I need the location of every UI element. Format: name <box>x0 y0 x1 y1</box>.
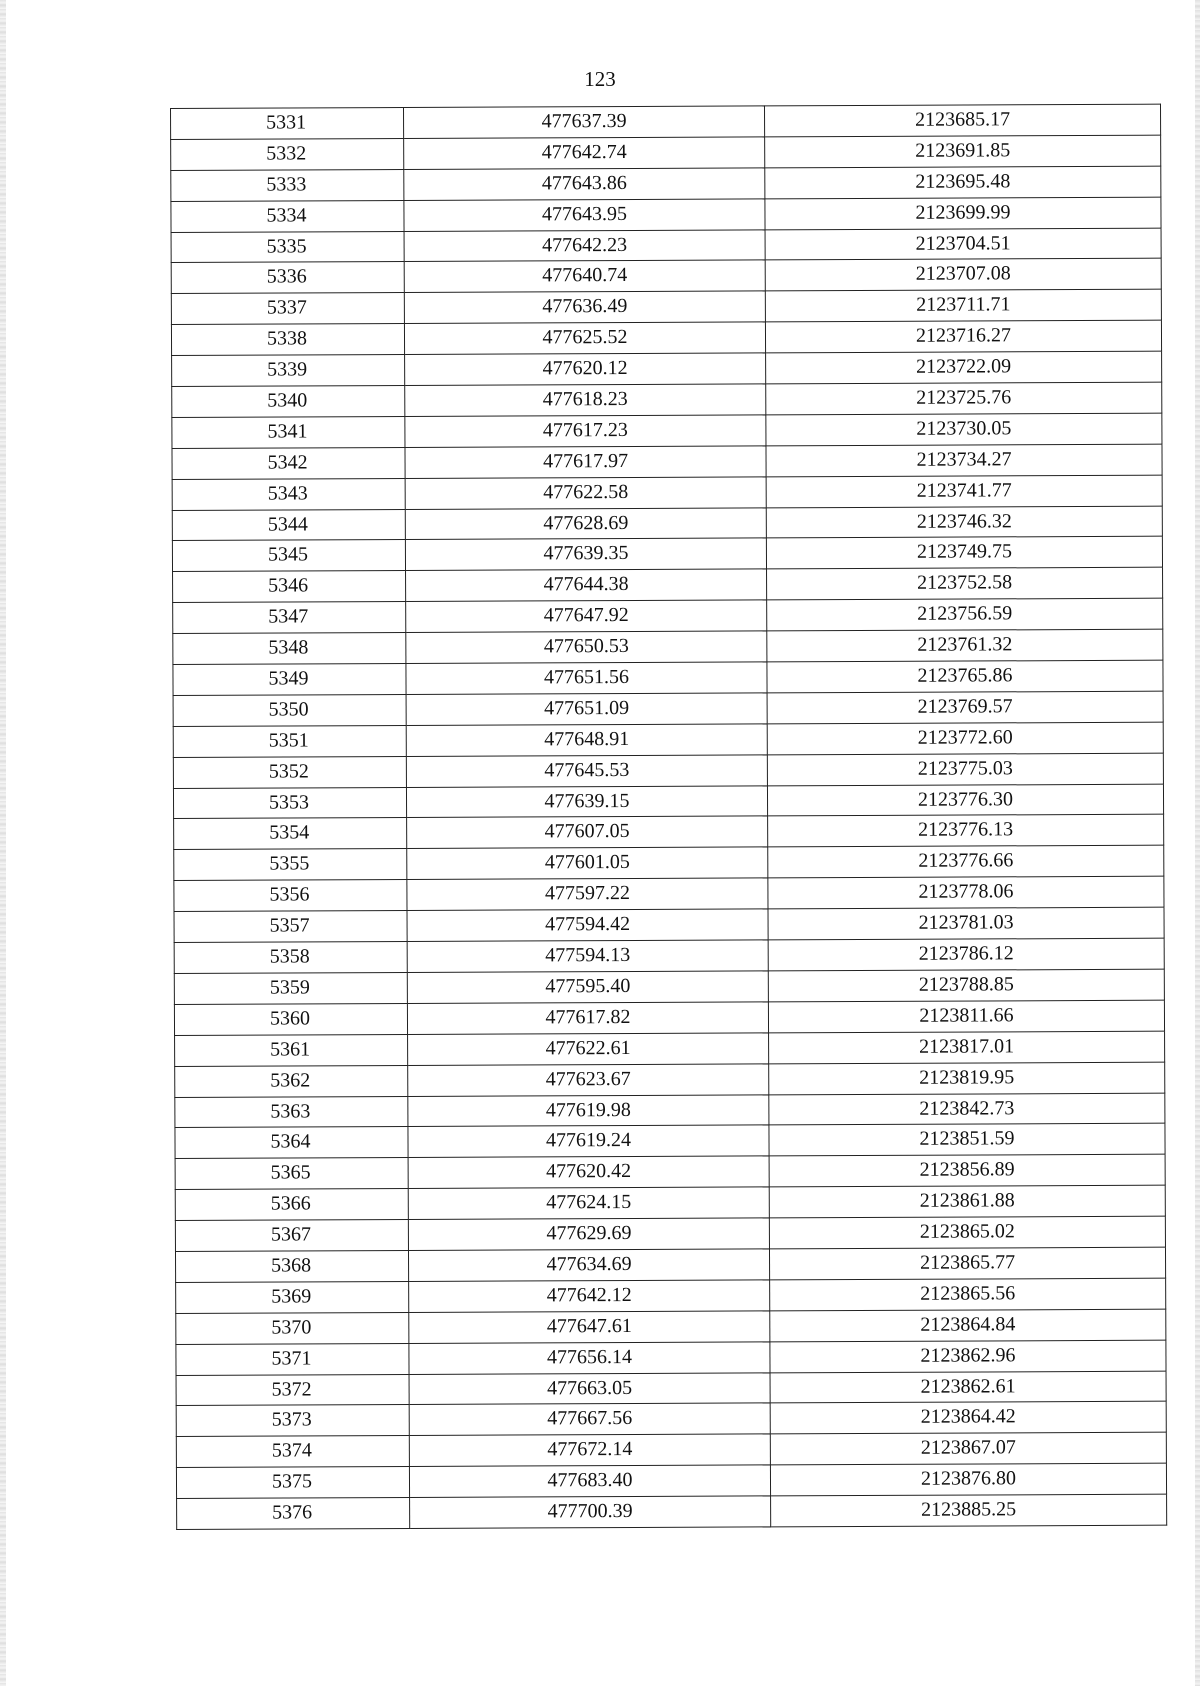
y-coordinate-cell: 2123749.75 <box>766 537 1162 570</box>
point-id-cell: 5350 <box>173 694 406 726</box>
point-id-cell: 5354 <box>174 818 407 850</box>
x-coordinate-cell: 477625.52 <box>404 322 765 354</box>
y-coordinate-cell: 2123730.05 <box>766 413 1162 446</box>
point-id-cell: 5357 <box>174 911 407 943</box>
x-coordinate-cell: 477700.39 <box>410 1496 771 1528</box>
y-coordinate-cell: 2123772.60 <box>767 722 1163 755</box>
page-number: 123 <box>584 67 616 91</box>
y-coordinate-cell: 2123864.84 <box>770 1309 1166 1342</box>
table-row <box>176 1432 1166 1467</box>
point-id-cell: 5334 <box>171 200 404 232</box>
table-row <box>175 1247 1165 1282</box>
point-id-cell: 5362 <box>175 1065 408 1097</box>
x-coordinate-cell: 477620.12 <box>405 353 766 385</box>
x-coordinate-cell: 477628.69 <box>405 507 766 539</box>
point-id-cell: 5332 <box>171 138 404 170</box>
y-coordinate-cell: 2123691.85 <box>765 135 1161 168</box>
table-row <box>174 1000 1164 1035</box>
x-coordinate-cell: 477639.35 <box>405 538 766 570</box>
point-id-cell: 5366 <box>175 1189 408 1221</box>
x-coordinate-cell: 477617.23 <box>405 415 766 447</box>
y-coordinate-cell: 2123865.77 <box>769 1247 1165 1280</box>
point-id-cell: 5363 <box>175 1096 408 1128</box>
x-coordinate-cell: 477622.58 <box>405 477 766 509</box>
table-row <box>171 228 1161 263</box>
y-coordinate-cell: 2123862.96 <box>770 1340 1166 1373</box>
x-coordinate-cell: 477639.15 <box>406 785 767 817</box>
point-id-cell: 5346 <box>173 571 406 603</box>
y-coordinate-cell: 2123781.03 <box>768 907 1164 940</box>
y-coordinate-cell: 2123865.56 <box>770 1278 1166 1311</box>
point-id-cell: 5373 <box>176 1405 409 1437</box>
x-coordinate-cell: 477634.69 <box>408 1249 769 1281</box>
x-coordinate-cell: 477607.05 <box>407 816 768 848</box>
y-coordinate-cell: 2123851.59 <box>769 1124 1165 1157</box>
table-row <box>172 413 1162 448</box>
point-id-cell: 5339 <box>172 355 405 387</box>
point-id-cell: 5353 <box>173 787 406 819</box>
y-coordinate-cell: 2123865.02 <box>769 1216 1165 1249</box>
point-id-cell: 5337 <box>171 293 404 325</box>
point-id-cell: 5365 <box>175 1158 408 1190</box>
y-coordinate-cell: 2123856.89 <box>769 1154 1165 1187</box>
table-row <box>172 475 1162 510</box>
table-row <box>176 1463 1166 1498</box>
table-row <box>174 969 1164 1004</box>
y-coordinate-cell: 2123867.07 <box>770 1432 1166 1465</box>
y-coordinate-cell: 2123788.85 <box>768 969 1164 1002</box>
y-coordinate-cell: 2123817.01 <box>769 1031 1165 1064</box>
point-id-cell: 5370 <box>176 1312 409 1344</box>
x-coordinate-cell: 477601.05 <box>407 847 768 879</box>
x-coordinate-cell: 477645.53 <box>406 755 767 787</box>
point-id-cell: 5356 <box>174 880 407 912</box>
point-id-cell: 5336 <box>171 262 404 294</box>
point-id-cell: 5368 <box>175 1250 408 1282</box>
table-row <box>173 691 1163 726</box>
x-coordinate-cell: 477637.39 <box>403 106 764 138</box>
x-coordinate-cell: 477663.05 <box>409 1372 770 1404</box>
table-row <box>175 1062 1165 1097</box>
y-coordinate-cell: 2123704.51 <box>765 228 1161 261</box>
x-coordinate-cell: 477594.42 <box>407 909 768 941</box>
point-id-cell: 5352 <box>173 756 406 788</box>
table-row <box>174 876 1164 911</box>
x-coordinate-cell: 477667.56 <box>409 1403 770 1435</box>
table-row <box>175 1216 1165 1251</box>
point-id-cell: 5372 <box>176 1374 409 1406</box>
y-coordinate-cell: 2123769.57 <box>767 691 1163 724</box>
y-coordinate-cell: 2123722.09 <box>766 351 1162 384</box>
x-coordinate-cell: 477672.14 <box>409 1434 770 1466</box>
y-coordinate-cell: 2123842.73 <box>769 1093 1165 1126</box>
point-id-cell: 5369 <box>176 1281 409 1313</box>
x-coordinate-cell: 477648.91 <box>406 724 767 756</box>
point-id-cell: 5367 <box>175 1220 408 1252</box>
point-id-cell: 5333 <box>171 169 404 201</box>
x-coordinate-cell: 477642.23 <box>404 229 765 261</box>
x-coordinate-cell: 477619.24 <box>408 1125 769 1157</box>
point-id-cell: 5340 <box>172 385 405 417</box>
point-id-cell: 5335 <box>171 231 404 263</box>
y-coordinate-cell: 2123711.71 <box>765 290 1161 323</box>
x-coordinate-cell: 477647.61 <box>409 1311 770 1343</box>
x-coordinate-cell: 477642.12 <box>409 1280 770 1312</box>
coordinate-table-body <box>171 104 1167 1529</box>
table-row <box>172 506 1162 541</box>
x-coordinate-cell: 477594.13 <box>407 940 768 972</box>
table-row <box>176 1340 1166 1375</box>
x-coordinate-cell: 477647.92 <box>406 600 767 632</box>
point-id-cell: 5347 <box>173 602 406 634</box>
y-coordinate-cell: 2123741.77 <box>766 475 1162 508</box>
table-row <box>176 1278 1166 1313</box>
table-row <box>174 815 1164 850</box>
x-coordinate-cell: 477620.42 <box>408 1156 769 1188</box>
x-coordinate-cell: 477624.15 <box>408 1187 769 1219</box>
point-id-cell: 5345 <box>172 540 405 572</box>
x-coordinate-cell: 477644.38 <box>406 569 767 601</box>
point-id-cell: 5331 <box>171 107 404 139</box>
point-id-cell: 5348 <box>173 633 406 665</box>
table-row <box>173 568 1163 603</box>
x-coordinate-cell: 477618.23 <box>405 384 766 416</box>
point-id-cell: 5374 <box>176 1436 409 1468</box>
table-row <box>171 197 1161 232</box>
point-id-cell: 5338 <box>171 324 404 356</box>
x-coordinate-cell: 477650.53 <box>406 631 767 663</box>
y-coordinate-cell: 2123707.08 <box>765 259 1161 292</box>
point-id-cell: 5360 <box>174 1003 407 1035</box>
y-coordinate-cell: 2123819.95 <box>769 1062 1165 1095</box>
table-row <box>171 320 1161 355</box>
y-coordinate-cell: 2123775.03 <box>767 753 1163 786</box>
y-coordinate-cell: 2123776.66 <box>768 846 1164 879</box>
x-coordinate-cell: 477642.74 <box>404 137 765 169</box>
point-id-cell: 5342 <box>172 447 405 479</box>
y-coordinate-cell: 2123685.17 <box>764 104 1160 137</box>
table-row <box>175 1185 1165 1220</box>
point-id-cell: 5358 <box>174 942 407 974</box>
x-coordinate-cell: 477643.95 <box>404 199 765 231</box>
y-coordinate-cell: 2123716.27 <box>765 320 1161 353</box>
x-coordinate-cell: 477683.40 <box>409 1465 770 1497</box>
table-row <box>173 722 1163 757</box>
table-row <box>173 598 1163 633</box>
x-coordinate-cell: 477640.74 <box>404 260 765 292</box>
table-row <box>172 351 1162 386</box>
point-id-cell: 5344 <box>172 509 405 541</box>
x-coordinate-cell: 477617.82 <box>407 1002 768 1034</box>
point-id-cell: 5355 <box>174 849 407 881</box>
y-coordinate-cell: 2123885.25 <box>771 1494 1167 1527</box>
x-coordinate-cell: 477629.69 <box>408 1218 769 1250</box>
x-coordinate-cell: 477651.09 <box>406 693 767 725</box>
x-coordinate-cell: 477636.49 <box>404 291 765 323</box>
y-coordinate-cell: 2123752.58 <box>767 568 1163 601</box>
y-coordinate-cell: 2123786.12 <box>768 938 1164 971</box>
table-row <box>171 135 1161 170</box>
coordinate-table <box>170 104 1167 1530</box>
y-coordinate-cell: 2123811.66 <box>768 1000 1164 1033</box>
point-id-cell: 5364 <box>175 1127 408 1159</box>
table-row <box>171 104 1161 139</box>
table-row <box>173 660 1163 695</box>
x-coordinate-cell: 477622.61 <box>408 1033 769 1065</box>
point-id-cell: 5376 <box>177 1498 410 1530</box>
y-coordinate-cell: 2123695.48 <box>765 166 1161 199</box>
y-coordinate-cell: 2123746.32 <box>766 506 1162 539</box>
x-coordinate-cell: 477617.97 <box>405 446 766 478</box>
table-row <box>174 846 1164 881</box>
table-row <box>177 1494 1167 1529</box>
table-row <box>173 753 1163 788</box>
table-row <box>175 1154 1165 1189</box>
y-coordinate-cell: 2123862.61 <box>770 1371 1166 1404</box>
point-id-cell: 5351 <box>173 725 406 757</box>
table-row <box>175 1093 1165 1128</box>
x-coordinate-cell: 477656.14 <box>409 1342 770 1374</box>
table-row <box>171 290 1161 325</box>
y-coordinate-cell: 2123861.88 <box>769 1185 1165 1218</box>
x-coordinate-cell: 477597.22 <box>407 878 768 910</box>
x-coordinate-cell: 477651.56 <box>406 662 767 694</box>
table-row <box>173 629 1163 664</box>
table-row <box>172 382 1162 417</box>
table-row <box>174 938 1164 973</box>
table-row <box>171 259 1161 294</box>
point-id-cell: 5361 <box>175 1034 408 1066</box>
y-coordinate-cell: 2123725.76 <box>766 382 1162 415</box>
point-id-cell: 5359 <box>174 972 407 1004</box>
table-row <box>176 1402 1166 1437</box>
scan-edge-left <box>0 0 6 1686</box>
table-row <box>171 166 1161 201</box>
table-row <box>174 907 1164 942</box>
y-coordinate-cell: 2123776.13 <box>768 815 1164 848</box>
point-id-cell: 5343 <box>172 478 405 510</box>
x-coordinate-cell: 477623.67 <box>408 1064 769 1096</box>
y-coordinate-cell: 2123778.06 <box>768 876 1164 909</box>
x-coordinate-cell: 477595.40 <box>407 971 768 1003</box>
table-row <box>176 1371 1166 1406</box>
y-coordinate-cell: 2123756.59 <box>767 598 1163 631</box>
y-coordinate-cell: 2123699.99 <box>765 197 1161 230</box>
point-id-cell: 5349 <box>173 664 406 696</box>
table-row <box>173 784 1163 819</box>
table-row <box>172 537 1162 572</box>
y-coordinate-cell: 2123776.30 <box>767 784 1163 817</box>
y-coordinate-cell: 2123765.86 <box>767 660 1163 693</box>
table-row <box>176 1309 1166 1344</box>
y-coordinate-cell: 2123761.32 <box>767 629 1163 662</box>
y-coordinate-cell: 2123864.42 <box>770 1402 1166 1435</box>
table-row <box>175 1124 1165 1159</box>
y-coordinate-cell: 2123734.27 <box>766 444 1162 477</box>
point-id-cell: 5371 <box>176 1343 409 1375</box>
point-id-cell: 5375 <box>176 1467 409 1499</box>
point-id-cell: 5341 <box>172 416 405 448</box>
table-row <box>175 1031 1165 1066</box>
x-coordinate-cell: 477643.86 <box>404 168 765 200</box>
y-coordinate-cell: 2123876.80 <box>770 1463 1166 1496</box>
scan-edge-right <box>1195 0 1200 1686</box>
x-coordinate-cell: 477619.98 <box>408 1094 769 1126</box>
table-row <box>172 444 1162 479</box>
